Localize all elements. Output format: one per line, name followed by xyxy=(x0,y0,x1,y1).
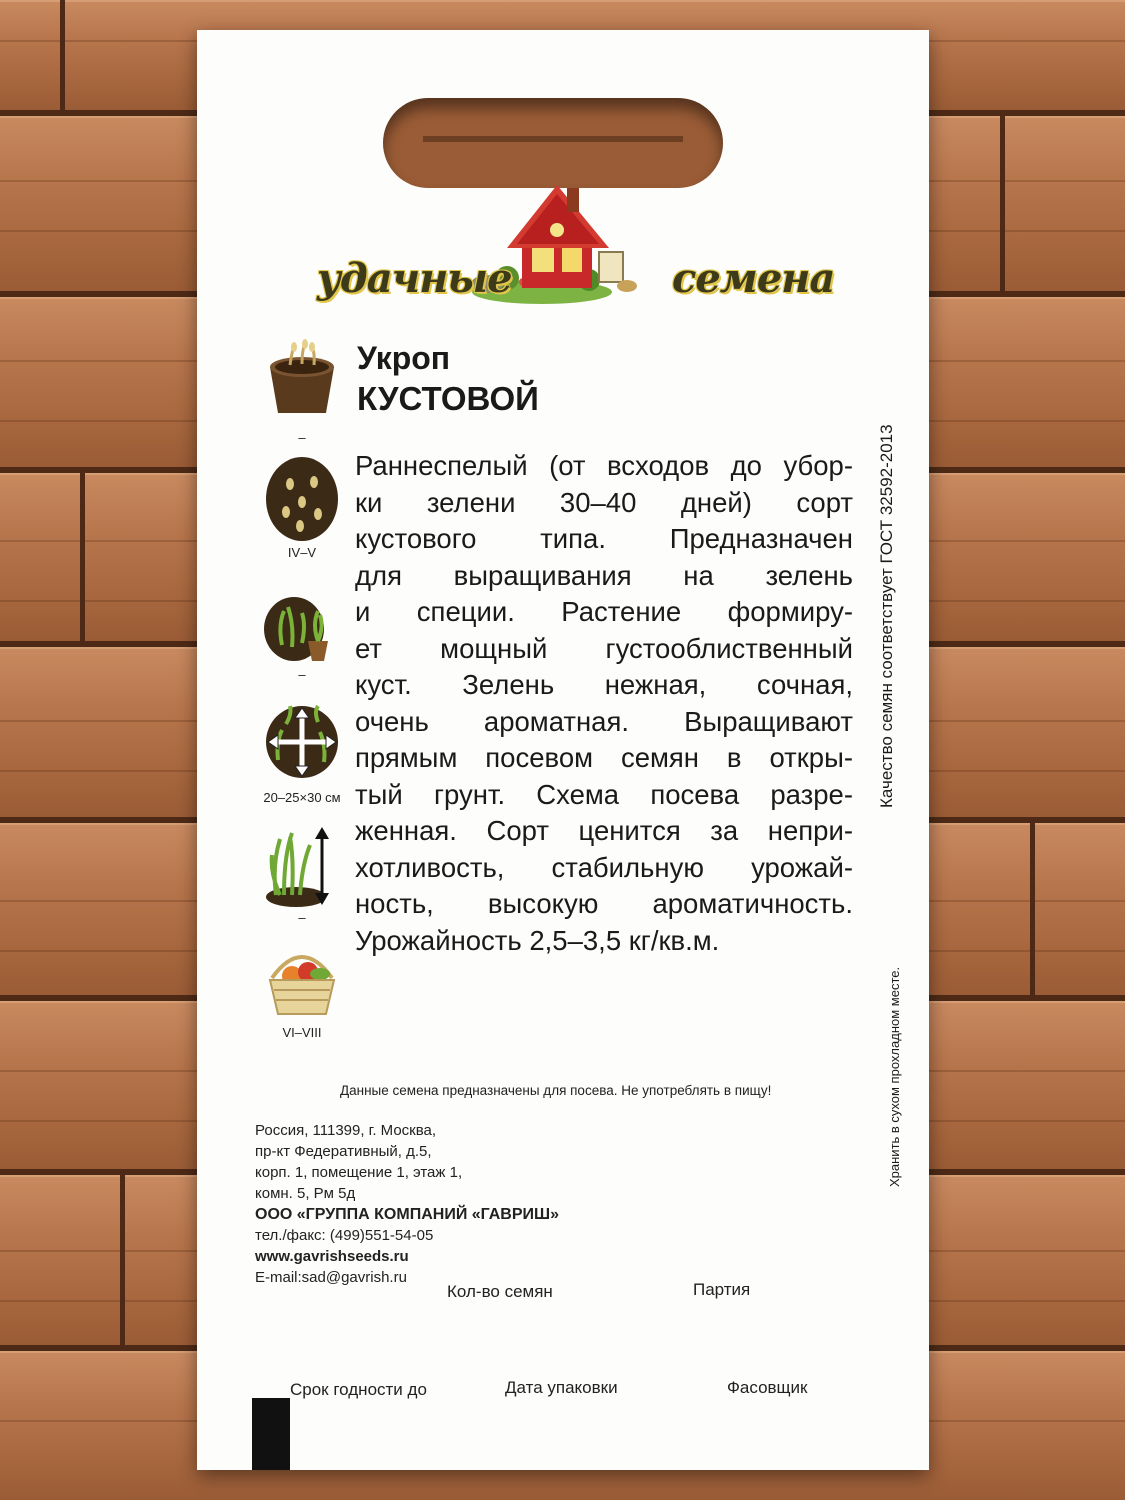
seed-packet xyxy=(197,30,929,1470)
description-line: тый грунт. Схема посева разре- xyxy=(355,778,853,810)
expiry-label: Срок годности до xyxy=(290,1380,427,1399)
address-line: Россия, 111399, г. Москва, xyxy=(255,1122,437,1139)
product-variety: КУСТОВОЙ xyxy=(357,380,539,417)
description-line: ет мощный густооблиственный xyxy=(355,632,853,664)
harvest-basket-icon xyxy=(262,942,342,1022)
transplant-icon xyxy=(262,585,342,665)
address-line: пр-кт Федеративный, д.5, xyxy=(255,1143,432,1160)
brand-logo xyxy=(317,180,837,330)
address-line: комн. 5, Рм 5д xyxy=(255,1185,356,1202)
address-line: корп. 1, помещение 1, этаж 1, xyxy=(255,1164,463,1181)
description-line: кустового типа. Предназначен xyxy=(355,523,853,554)
batch-label: Партия xyxy=(693,1280,751,1299)
seed-warning: Данные семена предназначены для посева. Не употреблять в пищу! xyxy=(340,1083,772,1098)
logo-word-left: удачные xyxy=(317,255,512,302)
description-line: хотливость, стабильную урожай- xyxy=(355,851,853,883)
company-name: ООО «ГРУППА КОМПАНИЙ «ГАВРИШ» xyxy=(255,1206,559,1223)
description-line: ность, высокую ароматичность. xyxy=(355,888,853,919)
quality-standard-text: Качество семян соответствует ГОСТ 32592-2013 xyxy=(877,424,896,808)
hang-hole xyxy=(383,98,723,188)
product-name: Укроп xyxy=(357,340,451,376)
product-description xyxy=(355,448,853,959)
logo-word-right: семена xyxy=(672,255,835,302)
description-line: ки зелени 30–40 дней) сорт xyxy=(355,486,853,518)
description-line: очень ароматная. Выращивают xyxy=(355,705,853,737)
pot-seedlings-icon xyxy=(262,337,342,417)
icon-label: 20–25×30 см xyxy=(263,790,341,805)
soil-seeds-icon xyxy=(262,454,342,544)
phone: тел./факс: (499)551-54-05 xyxy=(255,1227,434,1244)
description-line: для выращивания на зелень xyxy=(355,559,853,591)
description-line: Урожайность 2,5–3,5 кг/кв.м. xyxy=(355,924,720,956)
icon-label: VI–VIII xyxy=(282,1025,322,1040)
description-line: куст. Зелень нежная, сочная, xyxy=(355,669,853,700)
website: www.gavrishseeds.ru xyxy=(255,1248,409,1265)
description-line: женная. Сорт ценится за непри- xyxy=(355,815,853,846)
pack-date-label: Дата упаковки xyxy=(505,1378,618,1397)
icon-label: – xyxy=(298,430,306,445)
packer-label: Фасовщик xyxy=(727,1378,808,1397)
icon-label: IV–V xyxy=(287,545,317,560)
description-line: Раннеспелый (от всходов до убор- xyxy=(355,450,853,481)
print-mark xyxy=(252,1398,290,1470)
description-line: прямым посевом семян в откры- xyxy=(355,742,853,773)
icon-label: – xyxy=(298,910,306,925)
plant-height-icon xyxy=(262,825,342,910)
description-line: и специи. Растение формиру- xyxy=(355,596,853,627)
seed-count-label: Кол-во семян xyxy=(447,1282,553,1301)
producer-address xyxy=(255,1120,559,1288)
email: E-mail:sad@gavrish.ru xyxy=(255,1269,407,1286)
icon-label: – xyxy=(298,667,306,682)
storage-instructions-text: Хранить в сухом прохладном месте. xyxy=(887,966,902,1187)
spacing-arrows-icon xyxy=(262,700,342,780)
